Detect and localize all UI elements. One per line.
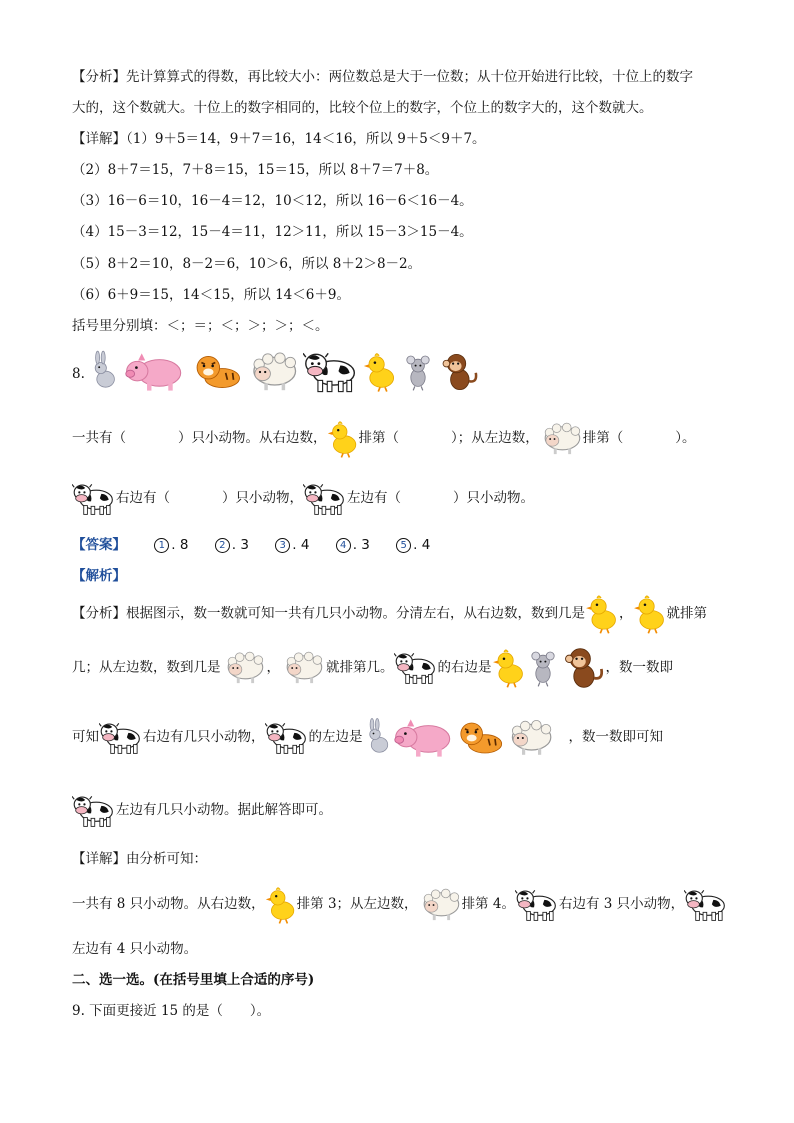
chick-icon <box>327 419 359 459</box>
explain-a3-mid2: 的左边是 <box>308 729 363 745</box>
explain-a3-mid: 右边有几只小动物， <box>143 729 265 745</box>
explain-label: 【解析】 <box>72 568 126 584</box>
answer-circle-1: 1 <box>154 538 169 553</box>
cow-icon <box>303 347 359 397</box>
tiger-icon <box>455 716 505 760</box>
detail-label: 【详解】 <box>72 131 126 147</box>
sheep-icon <box>539 421 583 457</box>
explain-a2-mid2: 的右边是 <box>437 659 492 676</box>
prev-detail-line-1 <box>72 129 734 149</box>
explain-a2-end: ，数一数即 <box>605 659 673 676</box>
answer-value-4: . 3 <box>352 537 370 553</box>
explain-a4: 左边有几只小动物。据此解答即可。 <box>116 802 332 818</box>
detail-item-1: （1）9＋5＝14，9＋7＝16，14＜16，所以 9＋5＜9＋7。 <box>126 131 486 147</box>
detail-summary: 括号里分别填：＜；＝；＜；＞；＞；＜。 <box>72 318 329 334</box>
detail-item-4: （4）15－3＝12，15－4＝11，12＞11，所以 15－3＞15－4。 <box>72 224 473 240</box>
cow-icon <box>265 718 309 758</box>
rabbit-icon <box>88 350 120 394</box>
animal-strip <box>88 347 480 397</box>
answer-value-3: . 4 <box>292 537 310 553</box>
chick-icon <box>265 885 297 925</box>
cow-icon <box>684 885 728 925</box>
q8-text-right-count: ）只小动物。从右边数， <box>178 430 327 446</box>
cow-icon <box>99 718 143 758</box>
explain-d1-d: 右边有 3 只小动物， <box>558 896 685 912</box>
cow-icon <box>72 791 116 831</box>
detail-item-2: （2）8＋7＝15，7＋8＝15，15＝15，所以 8＋7＝7＋8。 <box>72 162 439 178</box>
prev-analysis-line-1 <box>72 67 734 87</box>
analysis-text-1: 先计算算式的得数，再比较大小：两位数总是大于一位数；从十位开始进行比较，十位上的数字 <box>126 69 693 85</box>
question-9: 9. 下面更接近 15 的是（ ）。 <box>72 1003 271 1019</box>
chick-icon <box>585 593 619 635</box>
section-2-title: 二、选一选。(在括号里填上合适的序号) <box>72 972 315 988</box>
mouse-icon <box>526 648 560 688</box>
answer-row <box>72 535 734 555</box>
cow-icon <box>72 479 116 519</box>
q8-text-rank: 排第（ <box>358 430 399 446</box>
explain-a2-mid: 就排第几。 <box>326 659 394 676</box>
answer-value-2: . 3 <box>231 537 249 553</box>
sheep-icon <box>221 650 267 686</box>
explain-d1-c: 排第 4。 <box>461 896 515 912</box>
answer-circle-4: 4 <box>336 538 351 553</box>
q8-text-left-count: ）；从左边数， <box>451 430 539 446</box>
answer-circle-5: 5 <box>396 538 411 553</box>
explain-a1: 根据图示，数一数就可知一共有几只小动物。分清左右，从右边数，数到几是 <box>126 605 585 622</box>
explain-a3-start: 可知 <box>72 729 99 745</box>
explain-d1-b: 排第 3；从左边数， <box>296 896 418 912</box>
q8-text-animals-end: ）只小动物。 <box>453 490 534 506</box>
explain-d1-a: 一共有 8 只小动物。从右边数， <box>72 896 265 912</box>
answer-circle-3: 3 <box>275 538 290 553</box>
q8-text-end: ）。 <box>675 430 696 446</box>
answer-label: 【答案】 <box>72 537 126 553</box>
chick-icon <box>363 350 397 394</box>
q8-text-total: 一共有（ <box>72 430 126 446</box>
monkey-icon <box>438 348 480 396</box>
question-8-number: 8. <box>72 366 85 382</box>
answer-value-5: . 4 <box>413 537 431 553</box>
q8-text-cow-right: 右边有（ <box>116 490 170 506</box>
explain-a1-end: 就排第 <box>666 605 707 622</box>
explain-detail-label: 【详解】 <box>72 851 126 867</box>
explain-line-2: 几；从左边数，数到几是 ， 就排第几。 的右边是 ，数一数即 <box>72 643 734 693</box>
explain-line-4 <box>72 788 734 832</box>
explain-a2-start: 几；从左边数，数到几是 <box>72 659 221 676</box>
monkey-icon <box>560 643 606 693</box>
chick-icon <box>633 593 667 635</box>
cow-icon <box>303 479 347 519</box>
explain-line-3 <box>72 714 734 761</box>
cow-icon <box>394 648 438 688</box>
prev-analysis-line-2: 大的，这个数就大。十位上的数字相同的，比较个位上的数字，个位上的数字大的，这个数就大。 <box>72 100 653 116</box>
pig-icon <box>393 715 455 761</box>
cow-icon <box>515 885 559 925</box>
question-8-line-1 <box>72 418 734 459</box>
explain-detail-intro: 由分析可知： <box>126 851 207 867</box>
chick-icon <box>492 647 526 689</box>
explain-detail-row-2: 左边有 4 只小动物。 <box>72 941 198 957</box>
explain-a3-end: ，数一数即可知 <box>568 729 663 745</box>
pig-icon <box>124 349 186 395</box>
sheep-icon <box>505 718 555 758</box>
sheep-icon <box>418 887 462 923</box>
tiger-icon <box>191 349 243 395</box>
explain-detail-row-1 <box>72 882 734 926</box>
rabbit-icon <box>363 718 393 758</box>
explain-line-1: 【分析】根据图示，数一数就可知一共有几只小动物。分清左右，从右边数，数到几是 ， 就排第 <box>72 593 734 635</box>
detail-item-3: （3）16－6＝10，16－4＝12，10＜12，所以 16－6＜16－4。 <box>72 193 473 209</box>
mouse-icon <box>402 352 434 392</box>
explain-detail-line <box>72 849 734 869</box>
q8-text-cow-left: 左边有（ <box>347 490 401 506</box>
answer-circle-2: 2 <box>215 538 230 553</box>
explain-analysis-label: 【分析】 <box>72 605 126 622</box>
analysis-label: 【分析】 <box>72 69 126 85</box>
sheep-icon <box>247 349 299 395</box>
detail-item-5: （5）8＋2＝10，8－2＝6，10＞6，所以 8＋2＞8－2。 <box>72 256 422 272</box>
q8-text-rank-2: 排第（ <box>582 430 624 446</box>
q8-text-animals: ）只小动物， <box>222 490 303 506</box>
question-8-line-2 <box>72 478 734 519</box>
detail-item-6: （6）6＋9＝15，14＜15，所以 14＜6＋9。 <box>72 287 350 303</box>
sheep-icon <box>280 650 326 686</box>
answer-value-1: . 8 <box>171 537 189 553</box>
